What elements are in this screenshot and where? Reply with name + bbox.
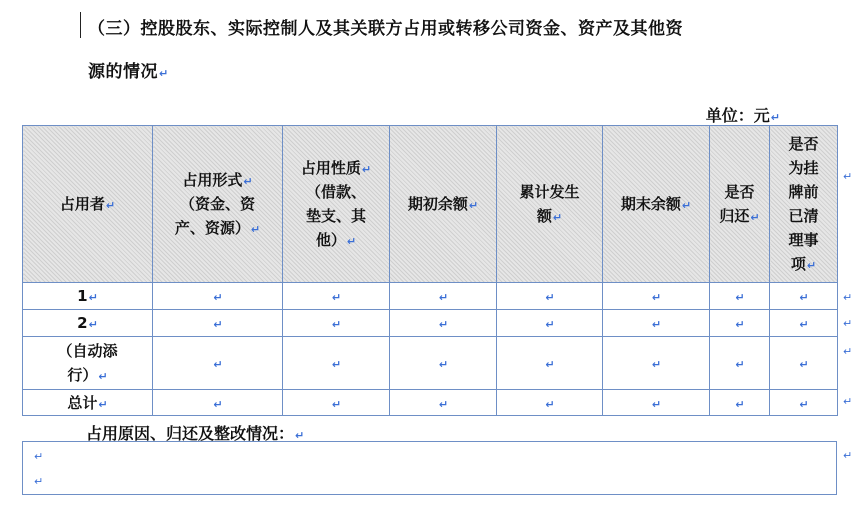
header-accumulated-amount xyxy=(497,126,603,283)
paragraph-mark-icon: ↵ xyxy=(105,199,116,212)
cell-text: （自动添 xyxy=(57,342,118,360)
table-cell[interactable] xyxy=(153,390,283,416)
table-header-row xyxy=(23,126,838,283)
table-cell[interactable] xyxy=(710,310,770,337)
occupation-table xyxy=(22,125,838,416)
paragraph-mark-icon: ↵ xyxy=(438,318,449,331)
table-cell[interactable] xyxy=(390,310,497,337)
table-cell[interactable] xyxy=(390,337,497,390)
table-cell[interactable] xyxy=(603,337,710,390)
table-cell[interactable] xyxy=(770,337,838,390)
paragraph-mark-icon: ↵ xyxy=(799,358,809,371)
paragraph-mark-icon: ↵ xyxy=(213,318,223,331)
header-occupier xyxy=(23,126,153,283)
section-heading-line-2 xyxy=(88,57,169,82)
paragraph-mark-icon: ↵ xyxy=(651,291,662,304)
table-row xyxy=(23,310,838,337)
table-cell[interactable] xyxy=(283,337,390,390)
paragraph-mark-icon: ↵ xyxy=(806,259,817,272)
paragraph-mark-icon: ↵ xyxy=(34,475,44,488)
paragraph-mark-icon: ↵ xyxy=(159,67,169,80)
cell-text: 占用形式 xyxy=(182,171,243,189)
cell-text: （三）控股股东、实际控制人及其关联方占用或转移公司资金、资产及其他资 xyxy=(88,19,683,39)
text-cursor xyxy=(80,12,81,38)
paragraph-mark-icon: ↵ xyxy=(331,397,342,411)
table-cell[interactable] xyxy=(390,390,497,416)
paragraph-mark-icon: ↵ xyxy=(438,397,449,411)
table-row xyxy=(23,337,838,390)
paragraph-mark-icon: ↵ xyxy=(331,318,342,331)
paragraph-mark-icon: ↵ xyxy=(545,291,555,304)
paragraph-mark-icon: ↵ xyxy=(88,318,98,331)
cell-text: 累计发生 xyxy=(519,183,580,201)
cell-text: （资金、资 xyxy=(179,195,255,213)
table-row xyxy=(23,283,838,310)
table-cell[interactable] xyxy=(497,390,603,416)
paragraph-mark-icon: ↵ xyxy=(213,358,223,371)
table-cell[interactable] xyxy=(497,310,603,337)
table-cell[interactable] xyxy=(497,283,603,310)
header-opening-balance xyxy=(390,126,497,283)
row-label-cell[interactable] xyxy=(23,283,153,310)
table-cell[interactable] xyxy=(603,390,710,416)
paragraph-mark-icon: ↵ xyxy=(843,291,853,304)
paragraph-mark-icon: ↵ xyxy=(681,199,692,212)
paragraph-mark-icon: ↵ xyxy=(735,397,745,411)
table-cell[interactable] xyxy=(710,390,770,416)
paragraph-mark-icon: ↵ xyxy=(438,358,449,371)
header-cleared-before-listing xyxy=(770,126,838,283)
paragraph-mark-icon: ↵ xyxy=(843,317,853,330)
paragraph-mark-icon: ↵ xyxy=(750,211,760,224)
paragraph-mark-icon: ↵ xyxy=(213,291,223,304)
header-occupation-form xyxy=(153,126,283,283)
paragraph-mark-icon: ↵ xyxy=(213,397,223,411)
paragraph-mark-icon: ↵ xyxy=(735,358,745,371)
cell-text: 占用原因、归还及整改情况： xyxy=(86,424,295,443)
paragraph-mark-icon: ↵ xyxy=(799,318,809,331)
paragraph-mark-icon: ↵ xyxy=(552,211,563,224)
paragraph-mark-icon: ↵ xyxy=(98,397,108,411)
cell-text: 他） xyxy=(315,231,346,249)
table-cell[interactable] xyxy=(497,337,603,390)
row-label-cell[interactable] xyxy=(23,310,153,337)
paragraph-mark-icon: ↵ xyxy=(651,358,662,371)
cell-text: 产、资源） xyxy=(174,219,250,237)
paragraph-mark-icon: ↵ xyxy=(735,318,745,331)
cell-text: 行） xyxy=(67,366,98,384)
paragraph-mark-icon: ↵ xyxy=(651,397,662,411)
header-closing-balance xyxy=(603,126,710,283)
cell-text: 源的情况 xyxy=(88,62,158,82)
paragraph-mark-icon: ↵ xyxy=(843,345,853,358)
paragraph-mark-icon: ↵ xyxy=(243,175,253,188)
section-heading-line-1 xyxy=(88,14,683,39)
table-cell[interactable] xyxy=(770,310,838,337)
table-row-total xyxy=(23,390,838,416)
cell-text: 占用者 xyxy=(59,195,105,213)
cell-text: 是否 xyxy=(724,183,755,201)
table-cell[interactable] xyxy=(153,310,283,337)
paragraph-mark-icon: ↵ xyxy=(361,163,372,176)
table-cell[interactable] xyxy=(390,283,497,310)
row-label-cell[interactable] xyxy=(23,390,153,416)
table-cell[interactable] xyxy=(710,337,770,390)
table-cell[interactable] xyxy=(603,310,710,337)
paragraph-mark-icon: ↵ xyxy=(545,358,555,371)
paragraph-mark-icon: ↵ xyxy=(799,397,809,411)
table-cell[interactable] xyxy=(710,283,770,310)
paragraph-mark-icon: ↵ xyxy=(651,318,662,331)
table-cell[interactable] xyxy=(283,283,390,310)
paragraph-mark-icon: ↵ xyxy=(98,370,108,383)
cell-text: 单位：元 xyxy=(705,106,770,125)
cell-text: 是否 xyxy=(788,135,819,153)
paragraph-mark-icon: ↵ xyxy=(88,291,98,304)
cell-text: 期初余额 xyxy=(407,195,468,213)
paragraph-mark-icon: ↵ xyxy=(346,235,357,248)
paragraph-mark-icon: ↵ xyxy=(843,395,853,408)
cell-text: 期末余额 xyxy=(620,195,681,213)
paragraph-mark-icon: ↵ xyxy=(295,429,305,442)
paragraph-mark-icon: ↵ xyxy=(843,170,853,183)
table-cell[interactable] xyxy=(770,283,838,310)
paragraph-mark-icon: ↵ xyxy=(735,291,745,304)
paragraph-mark-icon: ↵ xyxy=(545,318,555,331)
paragraph-mark-icon: ↵ xyxy=(250,223,261,236)
header-returned xyxy=(710,126,770,283)
cell-text: 归还 xyxy=(719,207,750,225)
header-occupation-nature xyxy=(283,126,390,283)
paragraph-mark-icon: ↵ xyxy=(545,397,555,411)
paragraph-mark-icon: ↵ xyxy=(770,111,780,124)
cell-text: 为挂 xyxy=(788,159,819,177)
unit-label xyxy=(706,103,780,126)
paragraph-mark-icon: ↵ xyxy=(438,291,449,304)
cell-text: 总计 xyxy=(67,393,98,412)
cell-text: 额 xyxy=(536,207,552,225)
paragraph-mark-icon: ↵ xyxy=(34,450,44,463)
paragraph-mark-icon: ↵ xyxy=(468,199,479,212)
table-cell[interactable] xyxy=(603,283,710,310)
cell-text: （借款、 xyxy=(305,183,366,201)
cell-text: 已清 xyxy=(788,207,819,225)
paragraph-mark-icon: ↵ xyxy=(331,291,342,304)
paragraph-mark-icon: ↵ xyxy=(331,358,342,371)
cell-text: 理事 xyxy=(788,231,819,249)
reason-text-box[interactable] xyxy=(22,441,837,495)
paragraph-mark-icon: ↵ xyxy=(843,449,853,462)
cell-text: 垫支、其 xyxy=(305,207,366,225)
table-cell[interactable] xyxy=(283,390,390,416)
cell-text: 项 xyxy=(790,255,806,273)
cell-text: 牌前 xyxy=(788,183,819,201)
cell-text: 2 xyxy=(77,314,88,332)
table-cell[interactable] xyxy=(153,283,283,310)
table-cell[interactable] xyxy=(153,337,283,390)
row-label-cell[interactable] xyxy=(23,337,153,390)
table-cell[interactable] xyxy=(770,390,838,416)
cell-text: 占用性质 xyxy=(300,159,361,177)
cell-text: 1 xyxy=(77,287,88,305)
table-cell[interactable] xyxy=(283,310,390,337)
paragraph-mark-icon: ↵ xyxy=(799,291,809,304)
